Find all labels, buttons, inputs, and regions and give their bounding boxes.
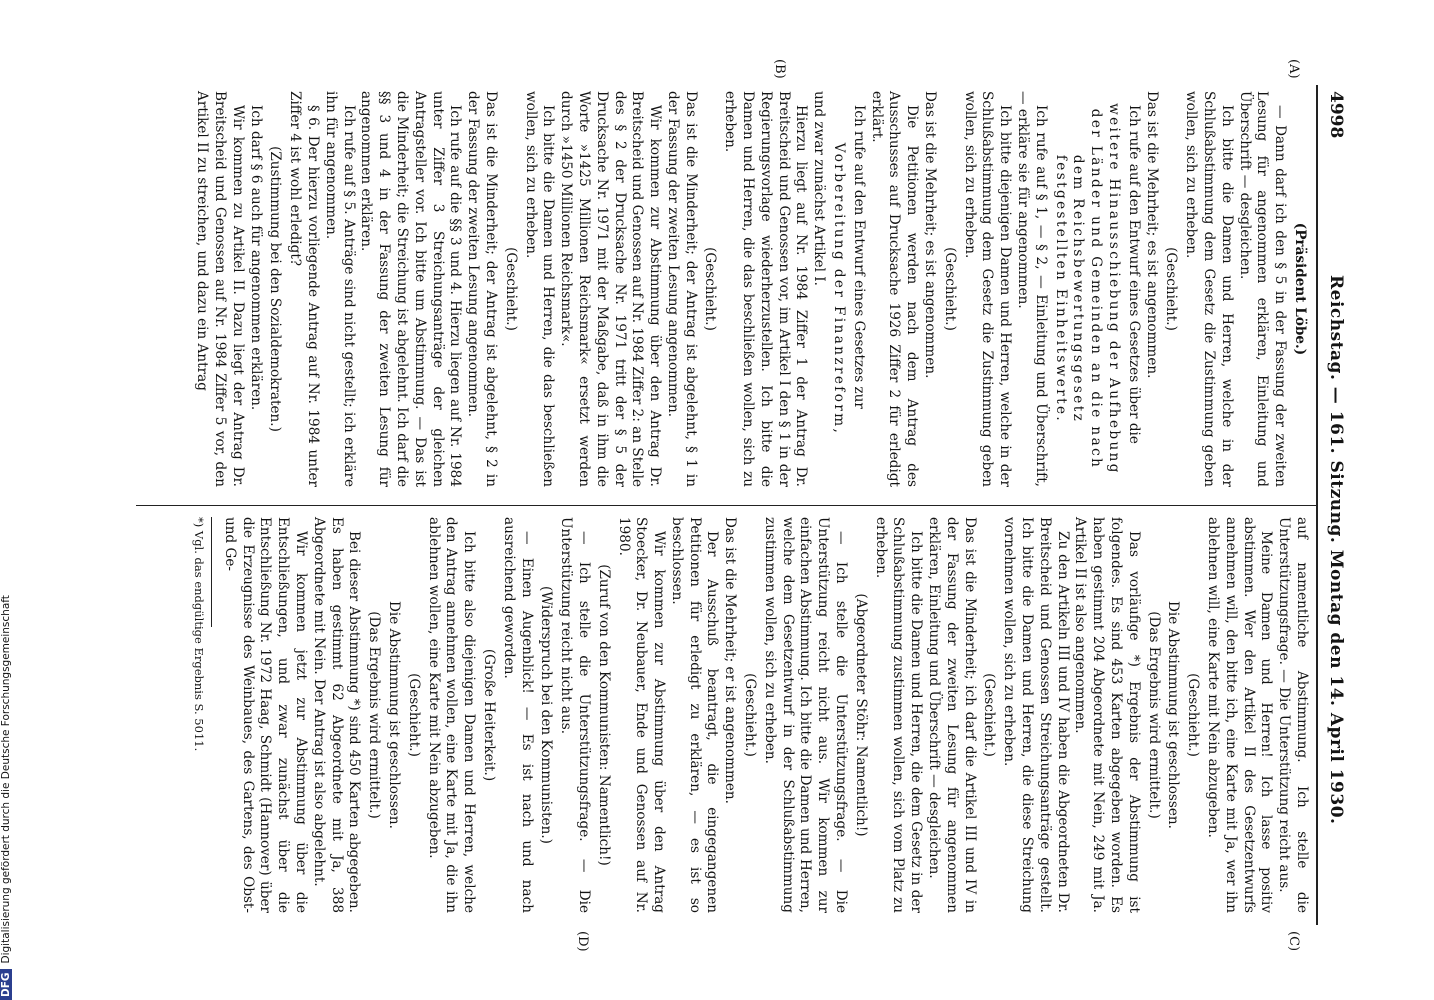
right_column-stage-direction: (Geschieht.) [1185,673,1202,757]
left_column-paragraph: Ich rufe auf § 1, — § 2, — Einleitung und Überschrift, — erkläre sie für angenommen. [1015,91,1049,487]
right_column-stage-direction: (Widerspruch bei den Kommunisten.) [538,586,555,844]
right_column-paragraph: — Einen Augenblick! — Es ist nach und nach ausreichend geworden. [500,517,535,913]
right_column-paragraph: Das ist die Minderheit; ich darf die Artikel III und IV in der Fassung der zweiten Lesung für angenommen erklären, Einleitung und Überschrift — desgleichen. [926,517,978,913]
left_column-paragraph: — Dann darf ich den § 5 in der Fassung der zweiten Lesung für angenommen erklären, Einleitung und Überschrift — desgleichen. [1236,91,1289,487]
left_column-paragraph: Ich rufe auf die §§ 3 und 4. Hierzu liegen auf Nr. 1984 unter Ziffer 3 Streichungsanträge der gleichen Antragsteller vor. Ich bitte um Abstimmung. — Das ist die Minderheit; die Streichung ist abgelehnt. Ich darf die §§ 3 und 4 in der Fassung der zweiten Lesung für angenommen erklären. [358,91,464,487]
right_column-paragraph: Zu den Artikeln III und IV haben die Abgeordneten Dr. Breitscheid und Genossen Streichungsanträge gestellt. Ich bitte die Damen und Herren, die diese Streichung vornehmen wollen, sich zu erheben. [1001,517,1071,913]
right_column-stage-direction: (Das Ergebnis wird ermittelt.) [366,611,383,819]
right_column-paragraph: Wir kommen zur Abstimmung über den Antrag Stoecker, Dr. Neubauer, Ende und Genossen auf Nr. 1980. [615,517,668,913]
left_column-paragraph: Ich bitte die Damen und Herren, die das beschließen wollen, sich zu erheben. [522,91,557,487]
left_column-paragraph: Wir kommen zu Artikel II. Dazu liegt der Antrag Dr. Breitscheid und Genossen auf Nr. 1984 Ziffer 5 vor, den Artikel II zu streichen, und dazu ein Antrag [194,91,246,487]
left_column-paragraph: Ich bitte die Damen und Herren, welche in der Schlußabstimmung dem Gesetz die Zustimmung geben wollen, sich zu erheben. [1183,91,1235,487]
left-text-column [192,91,1310,487]
credit-text: Digitalisierung gefördert durch die Deutsche Forschungsgemeinschaft [0,595,12,964]
right_column-stage-direction: Die Abstimmung ist geschlossen. [1165,600,1182,830]
right_column-paragraph: auf namentliche Abstimmung. Ich stelle die Unterstützungsfrage. — Die Unterstützung reicht aus. [1276,517,1310,913]
right_column-paragraph: Ich bitte also diejenigen Damen und Herren, welche den Antrag annehmen wollen, eine Karte mit Ja, die ihn ablehnen wollen, eine Karte mit Nein abzugeben. [425,517,478,913]
footnote: *) Vgl. das endgültige Ergebnis S. 5011. [191,517,206,752]
right_column-paragraph: Das vorläufige *) Ergebnis der Abstimmung ist folgendes. Es sind 453 Karten abgegeben worden. Es haben gestimmt 204 Abgeordnete mit Nein, 249 mit Ja. Artikel II ist also angenommen. [1072,517,1142,913]
left_column-bill-title: Vorbereitung der Finanzreform, [831,142,848,436]
left_column-stage-direction: (Geschieht.) [702,247,719,331]
scanned-page [116,59,1350,952]
margin-mark-b: (B) [772,59,787,79]
left_column-bill-title: weitere Hinausschiebung der Aufhebung der Länder und Gemeinden an die nach dem Reichsbewertungsgesetz festgestellten Einheitswerte. [1052,103,1123,475]
left_column-paragraph: Das ist die Mehrheit; es ist angenommen. [922,91,939,379]
left_column-paragraph: Ich rufe auf den Entwurf eines Gesetzes zur [850,105,867,409]
right_column-stage-direction: (Große Heiterkeit.) [480,648,497,782]
right_column-stage-direction: (Geschieht.) [981,673,998,757]
right_column-paragraph: Bei dieser Abstimmung *) sind 450 Karten abgegeben. Es haben gestimmt 62 Abgeordnete mit Ja, 388 Abgeordnete mit Nein. Der Antrag ist also abgelehnt. [310,517,363,913]
right_column-stage-direction: (Abgeordneter Stöhr: Namentlich!) [852,593,869,837]
margin-mark-c: (C) [1286,931,1301,952]
left_column-paragraph: Ich bitte diejenigen Damen und Herren, welche in der Schlußabstimmung dem Gesetz die Zustimmung geben wollen, sich zu erheben. [961,91,1014,487]
right_column-stage-direction: (Das Ergebnis wird ermittelt.) [1145,611,1162,819]
left_column-stage-direction: (Geschieht.) [941,247,958,331]
right_column-paragraph: — Ich stelle die Unterstützungsfrage. — Die Unterstützung reicht nicht aus. [558,517,592,913]
margin-mark-a: (A) [1286,59,1301,79]
left_column-paragraph: Wir kommen zur Abstimmung über den Antrag Dr. Breitscheid und Genossen auf Nr. 1984 Ziffer 2: an Stelle des § 2 der Drucksache Nr. 1971 tritt der § 5 der Drucksache Nr. 1971 mit der Maßgabe, daß in ihm die Worte »1425 Millionen Reichsmark« ersetzt werden durch »1450 Millionen Reichsmark«. [558,91,664,487]
header-rule [1316,85,1318,925]
page-number: 4998 [1326,91,1346,139]
left_column-stage-direction: (Geschieht.) [502,247,519,331]
right_column-stage-direction: (Zuruf von den Kommunisten: Namentlich!) [595,564,612,866]
left_column-paragraph: § 6. Der hierzu vorliegende Antrag auf Nr. 1984 unter Ziffer 4 ist wohl erledigt? [287,91,321,487]
left_column-paragraph: Ich rufe auf § 5. Anträge sind nicht gestellt; ich erkläre ihn für angenommen. [322,91,357,487]
right_column-paragraph: Meine Damen und Herren! Ich lasse positiv abstimmen. Wer den Artikel II des Gesetzentwurfs annehmen will, den bitte ich, eine Karte mit Ja, wer ihn ablehnen will, eine Karte mit Nein abzugeben. [1205,517,1275,913]
left_column-paragraph: Ich rufe auf den Entwurf eines Gesetzes über die [1125,105,1142,444]
right_column-paragraph: Wir kommen jetzt zur Abstimmung über die Entschließungen, und zwar zunächst über die Entschließung Nr. 1972 Haag, Schmidt (Hannover) über die Erzeugnisse des Weinbaues, des Gartens, des Obst- und Ge- [221,517,309,913]
left_column-paragraph: Die Petitionen werden nach dem Antrag des Ausschusses auf Drucksache 1926 Ziffer 2 für erledigt erklärt. [868,91,921,487]
column-divider [136,505,1316,506]
right_column-paragraph: Das ist die Mehrheit; er ist angenommen. [722,517,739,804]
left_column-paragraph: Ich darf § 6 auch für angenommen erklären. [247,105,264,411]
right_column-paragraph: Der Ausschuß beantragt, die eingegangenen Petitionen für erledigt zu erklären, — es ist so beschlossen. [668,517,721,913]
right-text-column [189,517,1310,913]
left_column-stage-direction: (Geschieht.) [1163,247,1180,331]
left_column-paragraph: Das ist die Minderheit; der Antrag ist abgelehnt, § 1 in der Fassung der zweiten Lesung angenommen. [664,91,699,487]
left_column-paragraph: Das ist die Minderheit; der Antrag ist abgelehnt, § 2 in der Fassung der zweiten Lesung angenommen. [465,91,499,487]
left_column-paragraph: Das ist die Mehrheit; es ist angenommen. [1143,91,1160,379]
left_column-stage-direction: (Zustimmung bei den Sozialdemokraten.) [267,146,284,432]
margin-mark-d: (D) [575,931,590,952]
left_column-paragraph: und zwar zunächst Artikel I. [811,91,828,286]
right_column-paragraph: Ich bitte die Damen und Herren, die dem Gesetz in der Schlußabstimmung zustimmen wollen, sich vom Platz zu erheben. [872,517,925,913]
page-header [1320,85,1350,925]
right_column-stage-direction: (Geschieht.) [742,673,759,757]
footnote-rule [211,517,212,627]
dfg-logo: DFG [0,969,12,1000]
right_column-stage-direction: Die Abstimmung ist geschlossen. [385,600,402,830]
digitization-credit [0,0,14,1000]
left_column-paragraph: Hierzu liegt auf Nr. 1984 Ziffer 1 der Antrag Dr. Breitscheid und Genossen vor, im Artikel I den § 1 in der Regierungsvorlage wiederherzustellen. Ich bitte die Damen und Herren, die das beschließen wollen, sich zu erheben. [722,91,810,487]
left_column-speaker: (Präsident Löbe.) [1292,222,1308,356]
right_column-paragraph: — Ich stelle die Unterstützungsfrage. — Die Unterstützung reicht nicht aus. Wir kommen zur einfachen Abstimmung. Ich bitte die Damen und Herren, welche dem Gesetzentwurf in der Schlußabstimmung zustimmen wollen, sich zu erheben. [761,517,850,913]
right_column-stage-direction: (Geschieht.) [405,673,422,757]
running-title: Reichstag. — 161. Sitzung. Montag den 14. April 1930. [1326,275,1346,825]
